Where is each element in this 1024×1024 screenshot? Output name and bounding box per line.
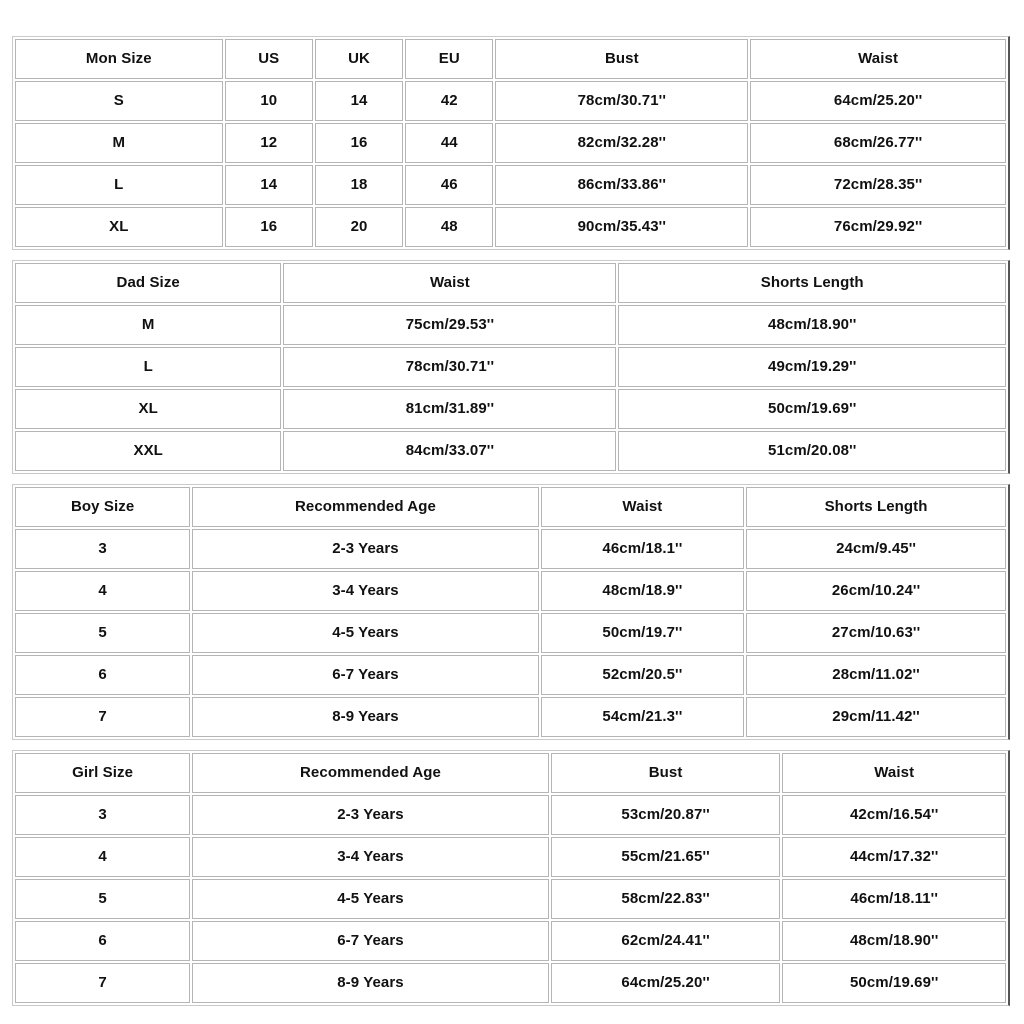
table-cell: 2-3 Years [192,529,538,569]
table-cell: 75cm/29.53'' [283,305,616,345]
table-cell: 64cm/25.20'' [750,81,1006,121]
table-cell: 16 [225,207,313,247]
table-cell: 48cm/18.9'' [541,571,744,611]
table-row [15,921,1006,961]
table-cell: 84cm/33.07'' [283,431,616,471]
table-cell: 8-9 Years [192,963,549,1003]
column-header: Recommended Age [192,753,549,793]
table-cell: S [15,81,223,121]
table-cell: 78cm/30.71'' [283,347,616,387]
table-cell: 81cm/31.89'' [283,389,616,429]
table-row [15,963,1006,1003]
table-cell: 44cm/17.32'' [782,837,1006,877]
table-cell: 64cm/25.20'' [551,963,781,1003]
table-header-row [15,263,1006,303]
table-cell: 14 [225,165,313,205]
table-header-row [15,753,1006,793]
table-cell: 76cm/29.92'' [750,207,1006,247]
table-cell: 28cm/11.02'' [746,655,1006,695]
boy-size-table [12,484,1010,740]
table-header-row [15,487,1006,527]
column-header: Waist [750,39,1006,79]
table-row [15,347,1006,387]
table-cell: 72cm/28.35'' [750,165,1006,205]
table-cell: 16 [315,123,403,163]
table-cell: 48cm/18.90'' [618,305,1006,345]
dad-size-table [12,260,1010,474]
table-cell: 20 [315,207,403,247]
table-cell: 6 [15,921,190,961]
table-cell: 42 [405,81,493,121]
table-cell: 51cm/20.08'' [618,431,1006,471]
column-header: Dad Size [15,263,281,303]
table-cell: 48cm/18.90'' [782,921,1006,961]
table-cell: 8-9 Years [192,697,538,737]
column-header: EU [405,39,493,79]
table-row [15,837,1006,877]
column-header: Boy Size [15,487,190,527]
table-cell: 5 [15,879,190,919]
table-cell: 48 [405,207,493,247]
table-cell: 86cm/33.86'' [495,165,748,205]
table-row [15,529,1006,569]
table-cell: 7 [15,963,190,1003]
table-cell: 54cm/21.3'' [541,697,744,737]
table-cell: M [15,305,281,345]
table-cell: 62cm/24.41'' [551,921,781,961]
table-header-row [15,39,1006,79]
column-header: Mon Size [15,39,223,79]
table-cell: 78cm/30.71'' [495,81,748,121]
table-cell: 90cm/35.43'' [495,207,748,247]
table-cell: 6-7 Years [192,655,538,695]
table-row [15,81,1006,121]
table-cell: 10 [225,81,313,121]
table-row [15,207,1006,247]
table-row [15,305,1006,345]
table-cell: L [15,347,281,387]
table-row [15,795,1006,835]
table-row [15,655,1006,695]
table-row [15,165,1006,205]
table-cell: 12 [225,123,313,163]
table-cell: 50cm/19.69'' [618,389,1006,429]
column-header: US [225,39,313,79]
table-cell: 18 [315,165,403,205]
column-header: Girl Size [15,753,190,793]
table-cell: 52cm/20.5'' [541,655,744,695]
table-cell: L [15,165,223,205]
column-header: Bust [551,753,781,793]
table-cell: 42cm/16.54'' [782,795,1006,835]
column-header: Waist [283,263,616,303]
table-cell: 68cm/26.77'' [750,123,1006,163]
table-cell: 3 [15,529,190,569]
table-row [15,571,1006,611]
table-cell: 3-4 Years [192,571,538,611]
table-cell: 44 [405,123,493,163]
table-cell: 46cm/18.1'' [541,529,744,569]
table-row [15,697,1006,737]
table-row [15,123,1006,163]
table-row [15,431,1006,471]
table-cell: 3-4 Years [192,837,549,877]
table-row [15,389,1006,429]
table-cell: 46 [405,165,493,205]
table-cell: 29cm/11.42'' [746,697,1006,737]
table-cell: 4 [15,571,190,611]
column-header: Waist [782,753,1006,793]
table-cell: 49cm/19.29'' [618,347,1006,387]
mom-size-table [12,36,1010,250]
table-cell: 7 [15,697,190,737]
column-header: Bust [495,39,748,79]
table-cell: 6 [15,655,190,695]
column-header: UK [315,39,403,79]
table-cell: 27cm/10.63'' [746,613,1006,653]
column-header: Shorts Length [618,263,1006,303]
table-cell: 55cm/21.65'' [551,837,781,877]
table-cell: XL [15,389,281,429]
table-cell: M [15,123,223,163]
table-cell: 46cm/18.11'' [782,879,1006,919]
table-cell: 50cm/19.7'' [541,613,744,653]
table-cell: 53cm/20.87'' [551,795,781,835]
column-header: Waist [541,487,744,527]
table-cell: 4-5 Years [192,879,549,919]
table-cell: 14 [315,81,403,121]
table-row [15,613,1006,653]
table-cell: 82cm/32.28'' [495,123,748,163]
table-cell: 3 [15,795,190,835]
table-row [15,879,1006,919]
table-cell: 2-3 Years [192,795,549,835]
table-cell: 58cm/22.83'' [551,879,781,919]
table-cell: 4-5 Years [192,613,538,653]
table-cell: XXL [15,431,281,471]
column-header: Recommended Age [192,487,538,527]
table-cell: 4 [15,837,190,877]
column-header: Shorts Length [746,487,1006,527]
table-cell: 50cm/19.69'' [782,963,1006,1003]
table-cell: 6-7 Years [192,921,549,961]
table-cell: 5 [15,613,190,653]
table-cell: XL [15,207,223,247]
table-cell: 24cm/9.45'' [746,529,1006,569]
table-cell: 26cm/10.24'' [746,571,1006,611]
girl-size-table [12,750,1010,1006]
